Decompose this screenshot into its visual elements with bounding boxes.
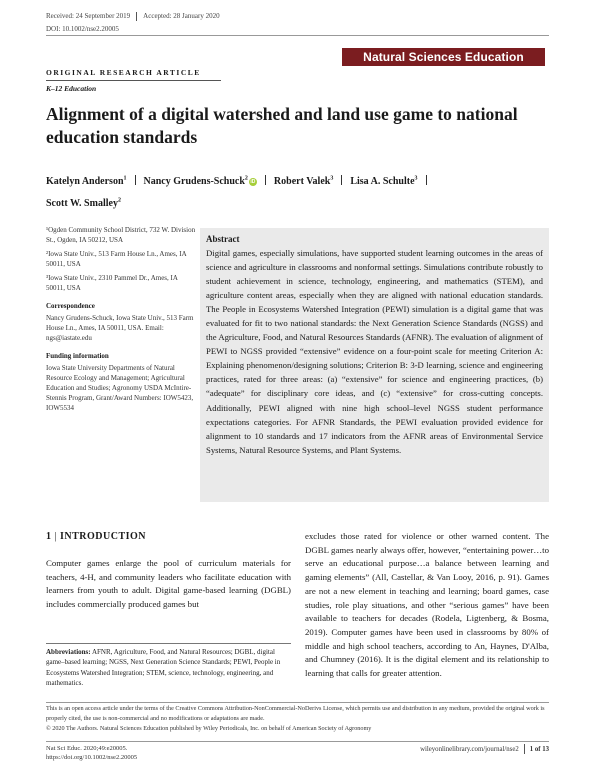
license-notice [46, 704, 549, 733]
author[interactable]: Katelyn Anderson$^1$ [46, 176, 127, 188]
author-divider [265, 175, 266, 185]
header-rule [46, 35, 549, 36]
article-type: ORIGINAL RESEARCH ARTICLE [46, 68, 201, 77]
footer-rule-bottom [46, 741, 549, 742]
body-text-left: Computer games enlarge the pool of curriculum materials for teachers, 4-H, and community leaders who facilitate education with learners from youth to adult. Digital game-based learning (DGBL) includes commercially produced games but [46, 558, 291, 610]
author-divider [426, 175, 427, 185]
doi-link[interactable]: https://doi.org/10.1002/nse2.20005 [46, 754, 138, 761]
abstract-box [200, 228, 549, 502]
body-text-right: excludes those rated for violence or other warned content. The DGBL games nearly always offer, however, “entertaining power…to serve an educational purpose…a balance between learning and gaming elements” (All, Castellar, & Van Looy, 2016, p. 91). Games are not a new element in teaching and learning; board games, case studies, role play situations, and other “serious games” have been available to teachers for decades (Rodela, Ligtenberg, & Bosma, 2019). Computer games have been used in classrooms by 80% of middle and high school teachers, according to An, Haynes, D'Alba, and Chumney (2016). It is the digital element and its relationship to learning that calls for greater attention. [305, 531, 549, 679]
journal-logo[interactable]: Natural Sciences Education [342, 48, 545, 66]
section-title: INTRODUCTION [60, 531, 147, 542]
copyright-text: © 2020 The Authors. Natural Sciences Education published by Wiley Periodicals, Inc. on behalf of American Society of Agronomy [46, 724, 372, 732]
correspondence-heading: Correspondence [46, 302, 95, 310]
received-date: Received: 24 September 2019 [46, 12, 131, 20]
citation: Nat Sci Educ. 2020;49:e20005. [46, 745, 128, 752]
section-heading [46, 531, 146, 542]
article-title: Alignment of a digital watershed and land use game to national education standards [46, 104, 518, 147]
author[interactable]: Lisa A. Schulte$^3$ [350, 176, 418, 188]
accepted-date: Accepted: 28 January 2020 [143, 12, 220, 20]
author-divider [341, 175, 342, 185]
footer-rule [46, 702, 549, 703]
abbreviations-label: Abbreviations: [46, 648, 91, 656]
article-dates [46, 12, 220, 21]
author-list [46, 170, 546, 213]
section-number: 1 [46, 531, 52, 542]
correspondence-text: Nancy Grudens-Schuck, Iowa State Univ., 513 Farm House Ln., Ames, IA 50011, USA. Email: ngs@iastate.edu [46, 314, 194, 342]
abbreviations-rule [46, 643, 291, 644]
author[interactable]: Robert Valek$^3$ [273, 176, 334, 188]
abbreviations-text: AFNR, Agriculture, Food, and Natural Resources; DGBL, digital game–based learning; NGSS, Next Generation Science Standards; PEWI, People in Ecosystems Watershed Integration; STEM, science, technology, engineering, and mathematics. [46, 648, 281, 687]
footer-right [420, 744, 549, 754]
section-divider: | [54, 531, 58, 542]
affiliation: ³Iowa State Univ., 2310 Pammel Dr., Ames, IA 50011, USA [46, 274, 178, 292]
abbreviations [46, 647, 291, 688]
abstract-heading: Abstract [206, 234, 240, 244]
abstract-text: Digital games, especially simulations, have supported student learning outcomes in the areas of science and agriculture in classrooms and nonformal settings. Simulations contribute robustly to student achievement in science, technology, engineering, and mathematics (STEM), and agriculture content areas, especially when they are aligned with national education standards. The People in Ecosystems Watershed Integration (PEWI) simulation is a digital game that was evaluated for fit to two national standards: the Next Generation Science Standards (NGSS) and the Agriculture, Food, and Natural Resources Standards (AFNR). The evaluation of alignment of PEWI to NGSS provided “extensive” evidence on a four-point scale for meeting Criterion A: Explaining phenomenon/designing solutions; Criterion B: 3-D learning, science and engineering practices, rated for three areas: (a) “extensive” for science and engineering practices, (b) “adequate” for disciplinary core ideas, and (c) “extensive” for cross-cutting concepts. Additionally, PEWI aligned with nine high school–level NGSS student performance expectations categories. For AFNR Standards, the PEWI evaluation provided evidence for alignment to 10 standards and 17 indicators from the AFNR areas of Environmental Service Systems, Natural Resource Systems, and Plant Systems. [206, 248, 543, 455]
citation-block [46, 744, 137, 762]
affiliation: ²Iowa State Univ., 513 Farm House Ln., Ames, IA 50011, USA [46, 250, 187, 268]
license-text: This is an open access article under the terms of the Creative Commons Attribution-NonCommercial-NoDerivs License, which permits use and distribution in any medium, provided the original work is properly cited, the use is non-commercial and no modifications or adaptations are made. [46, 705, 545, 722]
date-divider [136, 12, 137, 21]
page-number: 1 of 13 [529, 745, 549, 753]
article-subject: K–12 Education [46, 84, 97, 93]
author[interactable]: Scott W. Smalley$^2$ [46, 197, 121, 209]
doi[interactable]: DOI: 10.1002/nse2.20005 [46, 25, 119, 33]
article-type-rule [46, 80, 221, 81]
affiliation: ¹Ogden Community School District, 732 W. Division St., Ogden, IA 50212, USA [46, 226, 196, 244]
orcid-icon[interactable]: iD [250, 179, 256, 186]
footer-divider [524, 744, 525, 754]
author-divider [135, 175, 136, 185]
funding-heading: Funding information [46, 352, 109, 360]
funding-text: Iowa State University Departments of Natural Resource Ecology and Management; Agricultural Education and Studies; Agronomy USDA McIntire-Stennis Program, Grant/Award Numbers: IOW5423, IOW5534 [46, 364, 194, 412]
author[interactable]: Nancy Grudens-Schuck$^2$iD [143, 176, 256, 188]
journal-site-link[interactable]: wileyonlinelibrary.com/journal/nse2 [420, 745, 519, 753]
article-sidebar [46, 225, 196, 413]
